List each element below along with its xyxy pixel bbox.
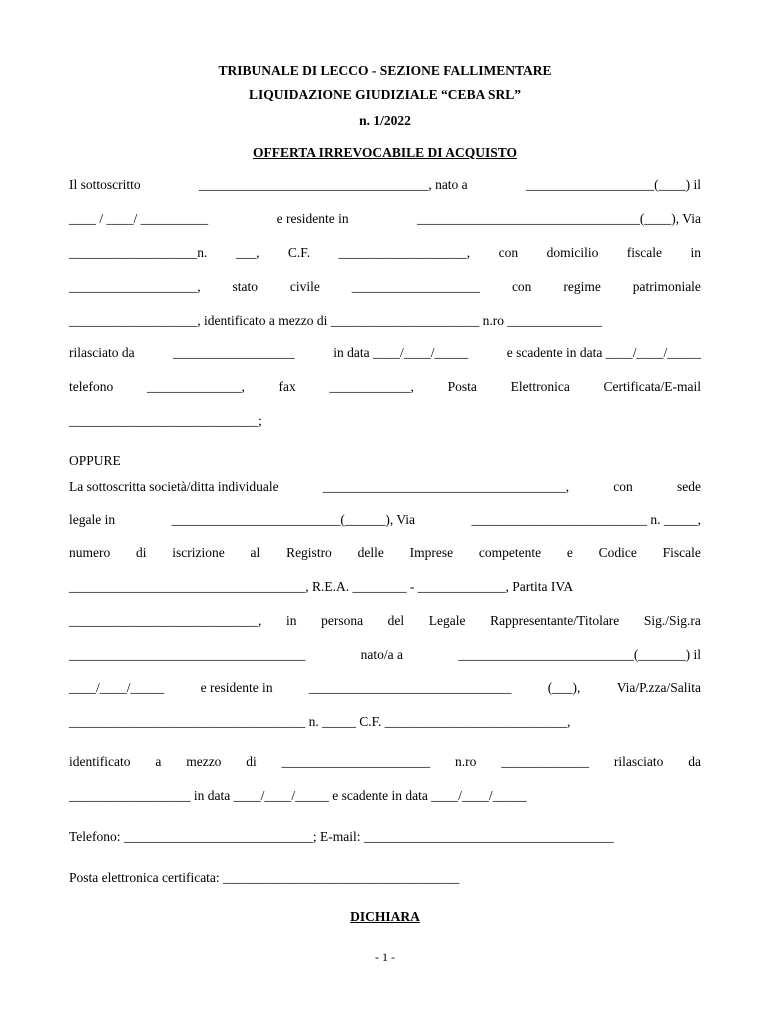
text-fragment: (___), — [547, 680, 581, 695]
oppure-label: OPPURE — [69, 453, 121, 468]
text-fragment: Elettronica — [510, 379, 570, 394]
text-fragment: domicilio — [546, 245, 599, 260]
text-fragment: civile — [289, 279, 320, 294]
text-fragment: in — [285, 613, 297, 628]
text-fragment: sede — [676, 479, 701, 494]
text-fragment: Legale — [428, 613, 466, 628]
person-row-1 — [69, 177, 701, 193]
person-row-5: ___________________, identificato a mezzo di ______________________ n.ro ______________ — [69, 313, 602, 328]
person-row-3 — [69, 245, 701, 261]
page-number: - 1 - — [375, 950, 395, 964]
company-row-5 — [69, 613, 701, 629]
dichiara-heading: DICHIARA — [350, 909, 420, 924]
document-title: OFFERTA IRREVOCABILE DI ACQUISTO — [253, 145, 517, 160]
person-row-7 — [69, 379, 701, 395]
text-fragment: Sig./Sig.ra — [643, 613, 701, 628]
company-row-8: ___________________________________ n. _____ C.F. ___________________________, — [69, 714, 571, 729]
text-fragment: e residente in — [276, 211, 349, 226]
text-fragment: ______________________________ — [308, 680, 512, 695]
text-fragment: ____/____/_____ — [69, 680, 165, 695]
procedure-heading: LIQUIDAZIONE GIUDIZIALE “CEBA SRL” — [249, 87, 521, 102]
text-fragment: fax — [278, 379, 296, 394]
text-fragment: Registro — [286, 545, 332, 560]
person-row-6 — [69, 345, 701, 361]
text-fragment: con — [511, 279, 532, 294]
company-row-4: ___________________________________, R.E.A. ________ - _____________, Partita IVA — [69, 579, 574, 594]
text-fragment: rilasciato — [613, 754, 664, 769]
text-fragment: __________________________________, nato a — [198, 177, 468, 192]
text-fragment: __________________ — [173, 345, 295, 360]
text-fragment: ____________, — [329, 379, 414, 394]
text-fragment: in data ____/____/_____ — [333, 345, 469, 360]
text-fragment: patrimoniale — [632, 279, 701, 294]
person-row-2 — [69, 211, 701, 227]
procedure-number: n. 1/2022 — [359, 113, 411, 128]
text-fragment: con — [613, 479, 633, 494]
text-fragment: Fiscale — [662, 545, 701, 560]
text-fragment: nato/a a — [360, 647, 403, 662]
text-fragment: ___________________ — [351, 279, 481, 294]
text-fragment: ___________________, — [69, 279, 201, 294]
text-fragment: C.F. — [287, 245, 311, 260]
text-fragment: in — [690, 245, 701, 260]
text-fragment: legale in — [69, 512, 116, 527]
text-fragment: Posta — [447, 379, 477, 394]
text-fragment: stato — [232, 279, 259, 294]
company-row-3 — [69, 545, 701, 561]
text-fragment: fiscale — [626, 245, 663, 260]
text-fragment: Imprese — [409, 545, 454, 560]
text-fragment: _________________________________(____), Via — [417, 211, 701, 226]
text-fragment: __________________________ n. _____, — [471, 512, 701, 527]
text-fragment: ___, — [235, 245, 260, 260]
text-fragment: Via/P.zza/Salita — [616, 680, 701, 695]
text-fragment: ____________________________________, — [322, 479, 570, 494]
text-fragment: Codice — [598, 545, 637, 560]
company-row-6 — [69, 647, 701, 663]
text-fragment: del — [387, 613, 405, 628]
text-fragment: a — [155, 754, 162, 769]
court-heading: TRIBUNALE DI LECCO - SEZIONE FALLIMENTARE — [218, 63, 552, 78]
text-fragment: ___________________n. — [69, 245, 208, 260]
text-fragment: identificato — [69, 754, 131, 769]
company-row-11: Telefono: ____________________________; E-mail: _____________________________________ — [69, 829, 614, 844]
company-row-2 — [69, 512, 701, 528]
text-fragment: iscrizione — [172, 545, 225, 560]
text-fragment: _____________ — [501, 754, 590, 769]
text-fragment: ____ / ____/ __________ — [69, 211, 209, 226]
text-fragment: _________________________(______), Via — [171, 512, 416, 527]
text-fragment: Certificata/E-mail — [603, 379, 701, 394]
text-fragment: numero — [69, 545, 111, 560]
text-fragment: ______________, — [146, 379, 245, 394]
text-fragment: ___________________, — [338, 245, 471, 260]
text-fragment: da — [688, 754, 701, 769]
text-fragment: regime — [563, 279, 601, 294]
company-row-1 — [69, 479, 701, 495]
text-fragment: persona — [321, 613, 364, 628]
text-fragment: rilasciato da — [69, 345, 135, 360]
text-fragment: delle — [357, 545, 384, 560]
text-fragment: ______________________ — [281, 754, 431, 769]
text-fragment: competente — [478, 545, 542, 560]
company-row-9 — [69, 754, 701, 770]
text-fragment: Rappresentante/Titolare — [490, 613, 620, 628]
text-fragment: di — [136, 545, 147, 560]
text-fragment: e scadente in data ____/____/_____ — [506, 345, 701, 360]
company-row-7 — [69, 680, 701, 696]
company-row-12: Posta elettronica certificata: ___________________________________ — [69, 870, 460, 885]
text-fragment: al — [250, 545, 261, 560]
text-fragment: telefono — [69, 379, 114, 394]
text-fragment: e — [566, 545, 573, 560]
text-fragment: Il sottoscritto — [69, 177, 141, 192]
person-row-8: ____________________________; — [69, 413, 262, 428]
text-fragment: __________________________(_______) il — [458, 647, 701, 662]
text-fragment: ___________________________________ — [69, 647, 306, 662]
text-fragment: con — [498, 245, 519, 260]
text-fragment: ____________________________, — [69, 613, 262, 628]
text-fragment: n.ro — [455, 754, 477, 769]
company-row-10: __________________ in data ____/____/_____ e scadente in data ____/____/_____ — [69, 788, 527, 803]
text-fragment: La sottoscritta società/ditta individuale — [69, 479, 279, 494]
text-fragment: ___________________(____) il — [525, 177, 701, 192]
text-fragment: mezzo — [186, 754, 222, 769]
person-row-4 — [69, 279, 701, 295]
text-fragment: e residente in — [200, 680, 273, 695]
text-fragment: di — [246, 754, 257, 769]
